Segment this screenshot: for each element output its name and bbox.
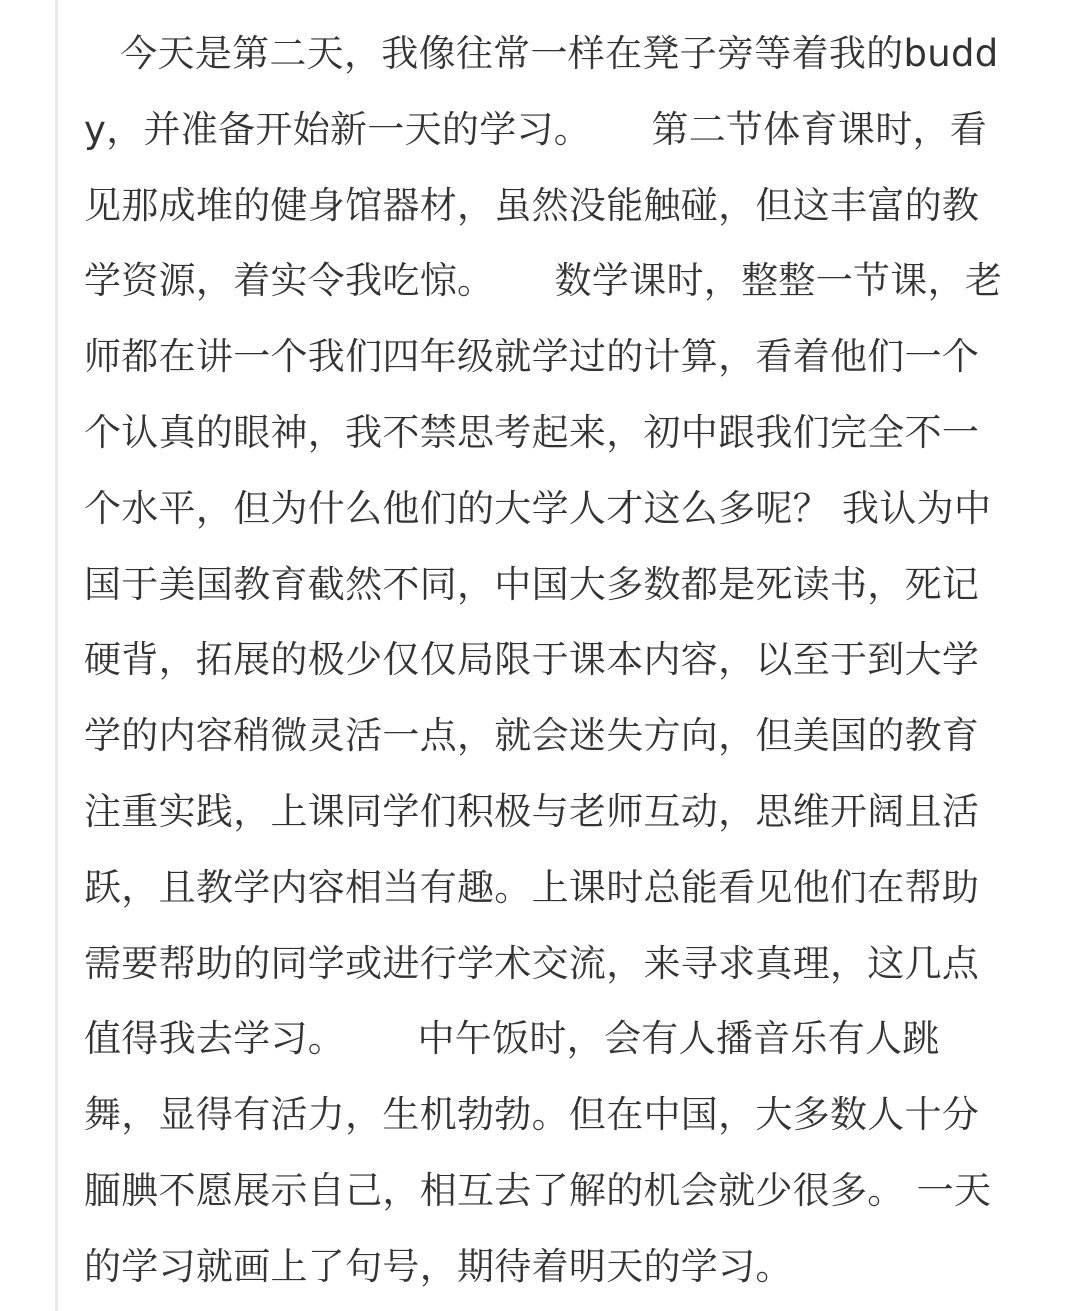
text-line: 硬背，拓展的极少仅仅局限于课本内容，以至于到大学: [84, 638, 980, 682]
article-body: [84, 16, 1024, 1305]
text-line: 舞，显得有活力，生机勃勃。但在中国，大多数人十分: [84, 1093, 980, 1137]
left-border-line: [55, 0, 58, 1311]
text-line: 学的内容稍微灵活一点，就会迷失方向，但美国的教育: [84, 714, 980, 758]
text-line: 学资源，着实令我吃惊。 数学课时，整整一节课，老: [84, 259, 1003, 303]
text-line: 注重实践，上课同学们积极与老师互动，思维开阔且活: [84, 789, 980, 833]
text-line: 的学习就画上了句号，期待着明天的学习。: [84, 1244, 793, 1288]
text-line: 师都在讲一个我们四年级就学过的计算，看着他们一个: [84, 335, 980, 379]
text-line: 腼腆不愿展示自己，相互去了解的机会就少很多。 一天: [84, 1168, 992, 1212]
text-line: 跃，且教学内容相当有趣。上课时总能看见他们在帮助: [84, 865, 980, 909]
text-line: 个认真的眼神，我不禁思考起来，初中跟我们完全不一: [84, 410, 980, 454]
text-line: 值得我去学习。 中午饭时，会有人播音乐有人跳: [84, 1017, 940, 1061]
text-line: 见那成堆的健身馆器材，虽然没能触碰，但这丰富的教: [84, 183, 980, 227]
text-line: y，并准备开始新一天的学习。 第二节体育课时，看: [84, 107, 988, 151]
text-line: 需要帮助的同学或进行学术交流，来寻求真理，这几点: [84, 941, 980, 985]
text-line: 今天是第二天，我像往常一样在凳子旁等着我的budd: [84, 32, 999, 75]
text-line: 个水平，但为什么他们的大学人才这么多呢？ 我认为中: [84, 486, 992, 530]
text-line: 国于美国教育截然不同，中国大多数都是死读书，死记: [84, 562, 980, 606]
